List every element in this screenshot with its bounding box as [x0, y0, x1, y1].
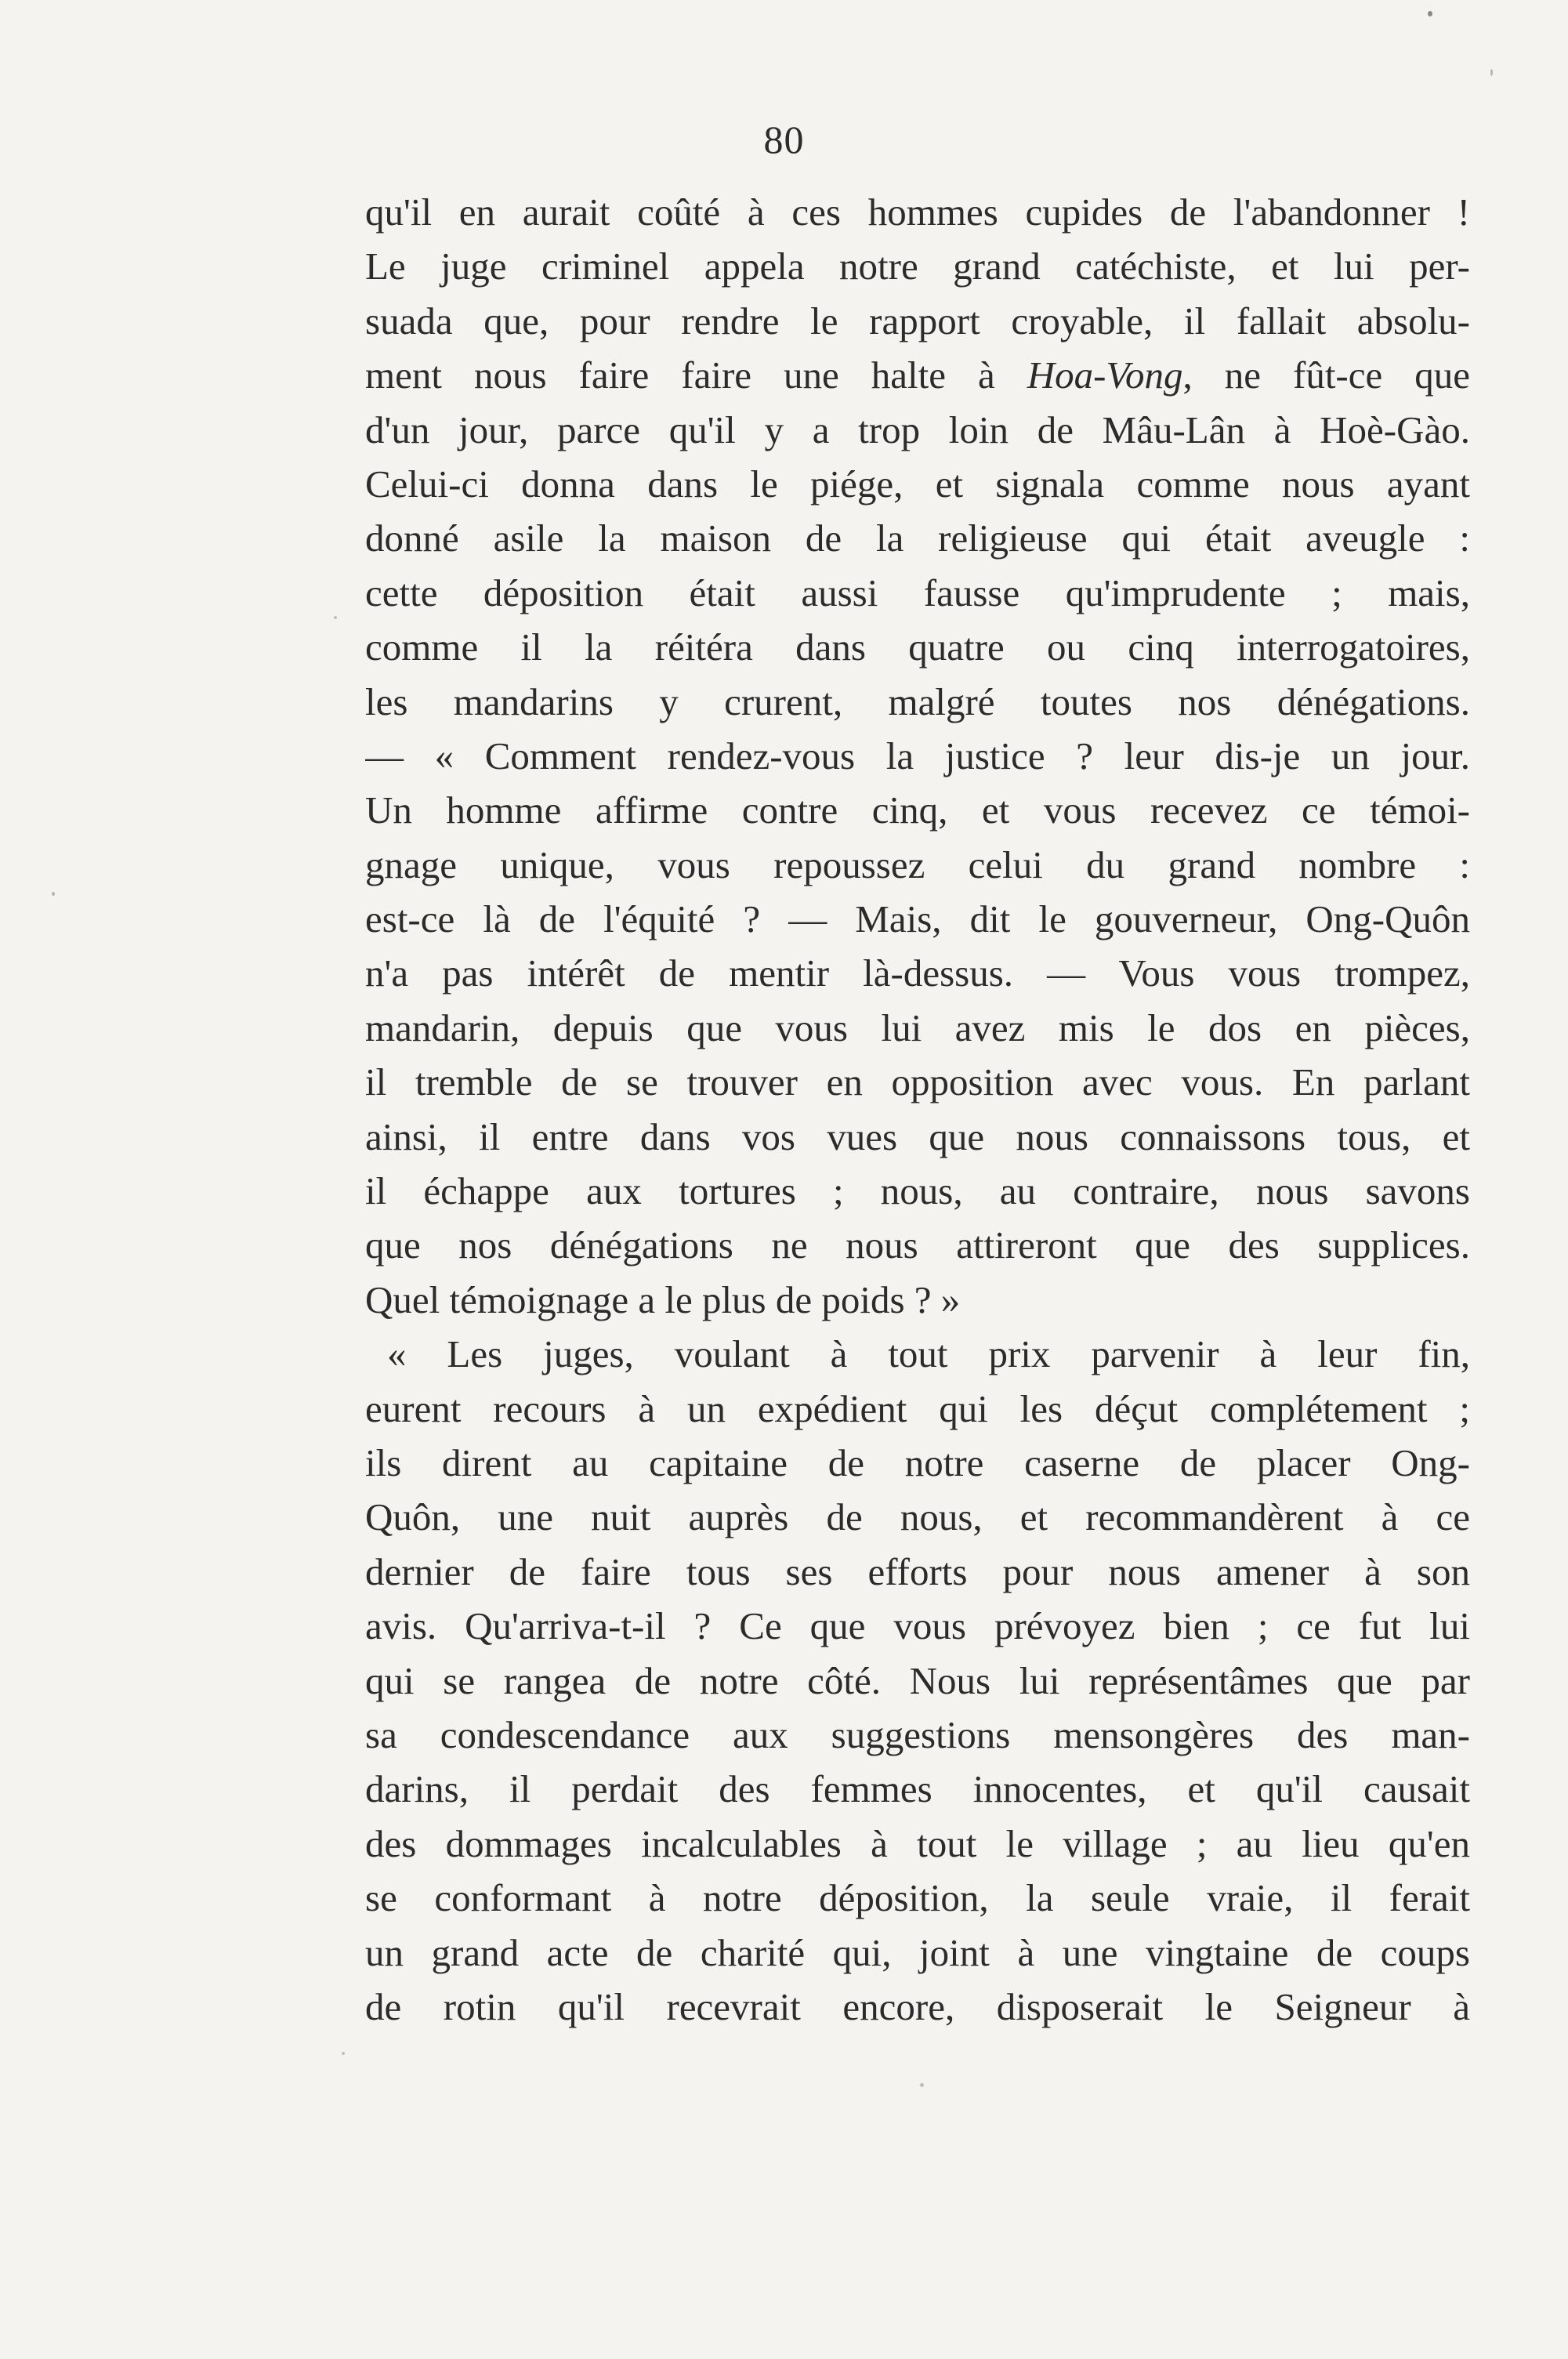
text-line: est-ce là de l'équité ? — Mais, dit le gouverneur, Ong-Quôn: [365, 897, 1470, 941]
paper-speck: [1490, 69, 1493, 76]
text-line: ainsi, il entre dans vos vues que nous connaissons tous, et: [365, 1114, 1470, 1158]
text-line: darins, il perdait des femmes innocentes, et qu'il causait: [365, 1767, 1470, 1811]
text-line: il tremble de se trouver en opposition avec vous. En parlant: [365, 1060, 1470, 1104]
text-line: un grand acte de charité qui, joint à une vingtaine de coups: [365, 1930, 1470, 1974]
paper-speck: [920, 2083, 924, 2087]
place-name-italic: Hoa-Vong: [1027, 353, 1183, 397]
text-line: il échappe aux tortures ; nous, au contraire, nous savons: [365, 1169, 1470, 1213]
text-line: ils dirent au capitaine de notre caserne de placer Ong-: [365, 1440, 1470, 1484]
text-run: , ne fût-ce que: [1182, 353, 1470, 397]
text-line: se conformant à notre déposition, la seule vraie, il ferait: [365, 1876, 1470, 1920]
text-line: cette déposition était aussi fausse qu'imprudente ; mais,: [365, 571, 1470, 614]
text-line: les mandarins y crurent, malgré toutes nos dénégations.: [365, 679, 1470, 723]
text-line: avis. Qu'arriva-t-il ? Ce que vous prévoyez bien ; ce fut lui: [365, 1604, 1470, 1648]
text-line: Un homme affirme contre cinq, et vous recevez ce témoi-: [365, 788, 1470, 832]
paper-speck: [334, 616, 337, 619]
text-line: n'a pas intérêt de mentir là-dessus. — Vous vous trompez,: [365, 951, 1470, 995]
text-line: que nos dénégations ne nous attireront que des supplices.: [365, 1223, 1470, 1267]
text-line: donné asile la maison de la religieuse qui était aveugle :: [365, 516, 1470, 560]
text-line: sa condescendance aux suggestions mensongères des man-: [365, 1712, 1470, 1756]
text-line: d'un jour, parce qu'il y a trop loin de Mâu-Lân à Hoè-Gào.: [365, 408, 1470, 451]
text-line: mandarin, depuis que vous lui avez mis le dos en pièces,: [365, 1006, 1470, 1049]
text-line: dernier de faire tous ses efforts pour nous amener à son: [365, 1549, 1470, 1593]
text-line: eurent recours à un expédient qui les déçut complétement ;: [365, 1386, 1470, 1430]
paper-speck: [1428, 11, 1432, 16]
text-line: qui se rangea de notre côté. Nous lui représentâmes que par: [365, 1658, 1470, 1702]
text-line: [365, 348, 1470, 402]
paper-speck: [342, 2052, 345, 2055]
text-line: Quôn, une nuit auprès de nous, et recommandèrent à ce: [365, 1495, 1470, 1539]
body-text: [365, 185, 1470, 2034]
text-run: ment nous faire faire une halte à: [365, 353, 1027, 397]
text-line: Celui-ci donna dans le piége, et signala comme nous ayant: [365, 462, 1470, 506]
text-line: suada que, pour rendre le rapport croyable, il fallait absolu-: [365, 299, 1470, 342]
text-line: — « Comment rendez-vous la justice ? leur dis-je un jour.: [365, 734, 1470, 777]
text-line: gnage unique, vous repoussez celui du grand nombre :: [365, 842, 1470, 886]
page-number: 80: [763, 118, 805, 161]
text-line: Quel témoignage a le plus de poids ? »: [365, 1277, 961, 1321]
text-line: des dommages incalculables à tout le village ; au lieu qu'en: [365, 1821, 1470, 1865]
text-line: comme il la réitéra dans quatre ou cinq interrogatoires,: [365, 625, 1470, 669]
text-line: de rotin qu'il recevrait encore, disposerait le Seigneur à: [365, 1984, 1470, 2028]
text-line: Le juge criminel appela notre grand catéchiste, et lui per-: [365, 245, 1470, 288]
paper-speck: [52, 892, 55, 896]
text-line: qu'il en aurait coûté à ces hommes cupides de l'abandonner !: [365, 190, 1470, 234]
paragraph-start-line: « Les juges, voulant à tout prix parvenir à leur fin,: [387, 1332, 1470, 1376]
